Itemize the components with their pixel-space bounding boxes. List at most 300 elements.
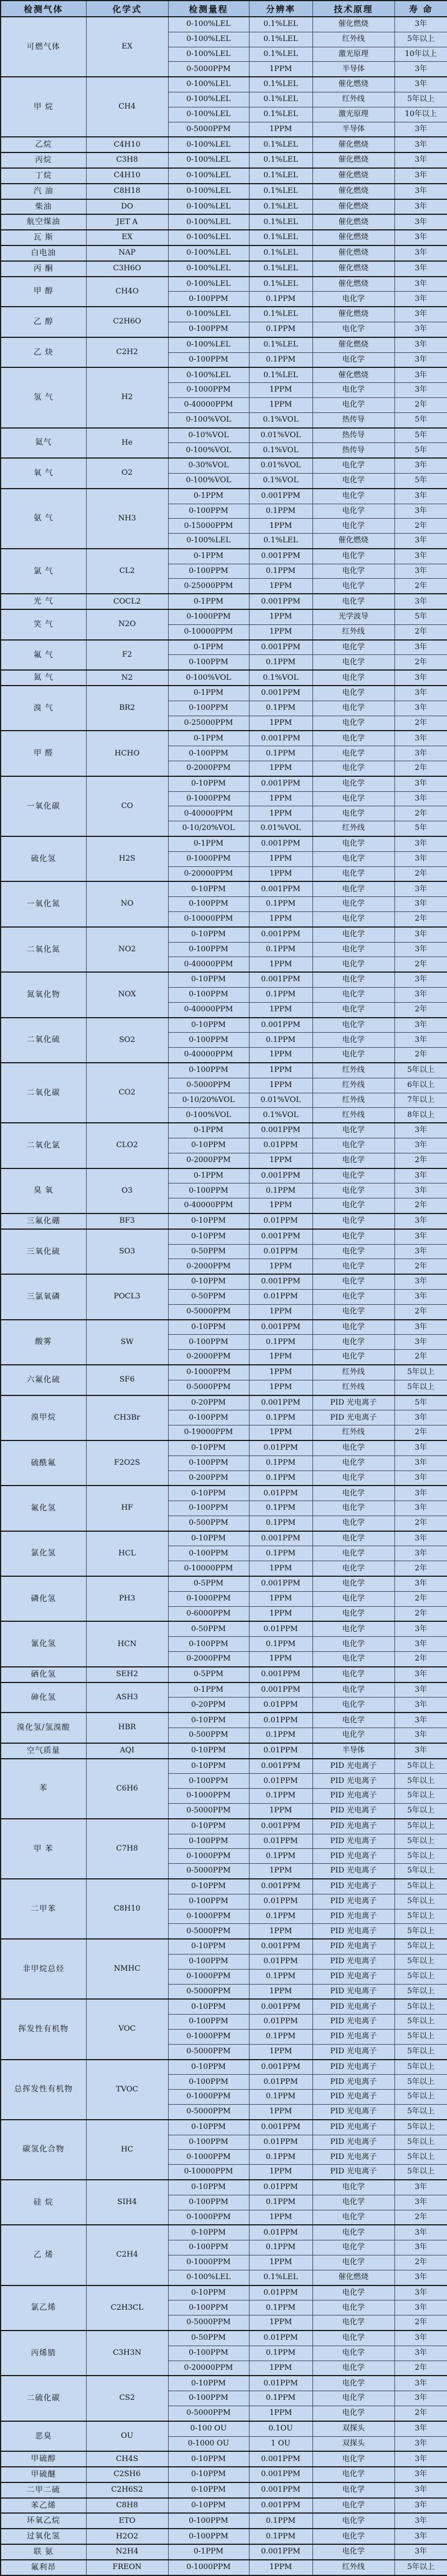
life-cell: 3年 — [394, 1471, 447, 1486]
resolution-cell: 0.1PPM — [249, 1969, 312, 1984]
resolution-cell: 0.001PPM — [249, 881, 312, 896]
formula-cell: HCL — [86, 1531, 168, 1576]
resolution-cell: 0.01PPM — [249, 1244, 312, 1259]
life-cell: 2年 — [394, 1606, 447, 1621]
principle-cell: 红外线 — [312, 1063, 394, 1078]
principle-cell: 半导体 — [312, 1743, 394, 1759]
resolution-cell: 0.01PPM — [249, 2180, 312, 2195]
principle-cell: 催化燃烧 — [312, 337, 394, 352]
table-row — [1, 245, 447, 261]
formula-cell: H2S — [86, 836, 168, 881]
table-row — [1, 337, 447, 352]
formula-cell: TVOC — [86, 2060, 168, 2120]
resolution-cell: 0.1PPM — [249, 746, 312, 761]
table-row — [1, 1395, 447, 1410]
resolution-cell: 1PPM — [249, 2361, 312, 2376]
life-cell: 2年 — [394, 1048, 447, 1063]
range-cell: 0-100PPM — [168, 1033, 249, 1048]
life-cell: 5年以上 — [394, 1984, 447, 1999]
resolution-cell: 0.1PPM — [249, 988, 312, 1003]
resolution-cell: 0.1%LEL — [249, 261, 312, 277]
resolution-cell: 1PPM — [249, 1002, 312, 1017]
principle-cell: 电化学 — [312, 549, 394, 564]
gas-name-cell: 氯化氢 — [1, 1531, 86, 1576]
resolution-cell: 1PPM — [249, 2406, 312, 2421]
principle-cell: 电化学 — [312, 1637, 394, 1652]
life-cell: 5年以上 — [394, 32, 447, 47]
range-cell: 0-1000PPM — [168, 2150, 249, 2165]
principle-cell: PID 光电离子 — [312, 2015, 394, 2030]
life-cell: 3年 — [394, 2513, 447, 2529]
resolution-cell: 1PPM — [249, 957, 312, 972]
formula-cell: He — [86, 428, 168, 459]
formula-cell: CLO2 — [86, 1123, 168, 1168]
principle-cell: 电化学 — [312, 957, 394, 972]
range-cell: 0-100%VOL — [168, 412, 249, 427]
life-cell: 3年 — [394, 383, 447, 398]
gas-name-cell: 光 气 — [1, 594, 86, 609]
resolution-cell: 1PPM — [249, 2210, 312, 2225]
principle-cell: PID 光电离子 — [312, 1939, 394, 1954]
resolution-cell: 0.001PPM — [249, 1229, 312, 1244]
resolution-cell: 1PPM — [249, 1350, 312, 1365]
principle-cell: 催化燃烧 — [312, 199, 394, 215]
range-cell: 0-100%LEL — [168, 534, 249, 549]
life-cell: 5年以上 — [394, 2135, 447, 2150]
range-cell: 0-100PPM — [168, 2346, 249, 2361]
formula-cell: C2H2 — [86, 337, 168, 368]
formula-cell: HCHO — [86, 731, 168, 776]
formula-cell: NO2 — [86, 927, 168, 972]
range-cell: 0-30%VOL — [168, 458, 249, 473]
range-cell: 0-5000PPM — [168, 122, 249, 137]
column-header-formula: 化学式 — [86, 1, 168, 17]
life-cell: 2年 — [394, 1153, 447, 1168]
principle-cell: 电化学 — [312, 1561, 394, 1576]
resolution-cell: 0.001PPM — [249, 1999, 312, 2014]
range-cell: 0-5000PPM — [168, 1984, 249, 1999]
range-cell: 0-1000PPM — [168, 1591, 249, 1606]
column-header-principle: 技术原理 — [312, 1, 394, 17]
life-cell: 3年 — [394, 122, 447, 137]
resolution-cell: 0.1PPM — [249, 2090, 312, 2105]
range-cell: 0-10PPM — [168, 927, 249, 942]
resolution-cell: 0.1%LEL — [249, 17, 312, 32]
resolution-cell: 0.1PPM — [249, 897, 312, 912]
principle-cell: 电化学 — [312, 1455, 394, 1471]
principle-cell: PID 光电离子 — [312, 2075, 394, 2090]
range-cell: 0-100PPM — [168, 564, 249, 579]
gas-name-cell: 白电油 — [1, 245, 86, 261]
range-cell: 0-1PPM — [168, 836, 249, 851]
life-cell: 3年 — [394, 881, 447, 896]
gas-name-cell: 苯 — [1, 1759, 86, 1819]
principle-cell: 电化学 — [312, 1486, 394, 1501]
range-cell: 0-10PPM — [168, 2060, 249, 2075]
gas-name-cell: 氮 气 — [1, 670, 86, 686]
life-cell: 3年 — [394, 1743, 447, 1759]
formula-cell: C4H10 — [86, 168, 168, 184]
life-cell: 3年 — [394, 2346, 447, 2361]
table-row — [1, 2451, 447, 2467]
range-cell: 0-5000PPM — [168, 1924, 249, 1939]
table-row — [1, 17, 447, 32]
principle-cell: 双探头 — [312, 2436, 394, 2451]
life-cell: 3年 — [394, 1335, 447, 1350]
range-cell: 0-10PPM — [168, 2376, 249, 2391]
principle-cell: PID 光电离子 — [312, 1955, 394, 1970]
principle-cell: 双探头 — [312, 2421, 394, 2436]
range-cell: 0-10PPM — [168, 1939, 249, 1954]
range-cell: 0-100%VOL — [168, 670, 249, 686]
life-cell: 3年 — [394, 1667, 447, 1682]
range-cell: 0-1PPM — [168, 594, 249, 609]
gas-name-cell: 六氟化硫 — [1, 1365, 86, 1395]
range-cell: 0-50PPM — [168, 1244, 249, 1259]
life-cell: 3年 — [394, 2300, 447, 2316]
gas-name-cell: 氟 气 — [1, 640, 86, 671]
resolution-cell: 1PPM — [249, 2104, 312, 2119]
principle-cell: PID 光电离子 — [312, 1759, 394, 1774]
resolution-cell: 0.001PPM — [249, 549, 312, 564]
range-cell: 0-10PPM — [168, 1440, 249, 1455]
resolution-cell: 1PPM — [249, 1048, 312, 1063]
life-cell: 5年以上 — [394, 1759, 447, 1774]
table-row — [1, 1213, 447, 1229]
range-cell: 0-5000PPM — [168, 1078, 249, 1093]
resolution-cell: 0.001PPM — [249, 972, 312, 987]
life-cell: 5年 — [394, 443, 447, 458]
gas-name-cell: 氢 气 — [1, 367, 86, 427]
formula-cell: OU — [86, 2421, 168, 2452]
range-cell: 0-100PPM — [168, 2075, 249, 2090]
life-cell: 3年 — [394, 2240, 447, 2255]
resolution-cell: 1PPM — [249, 519, 312, 534]
range-cell: 0-100%LEL — [168, 199, 249, 215]
principle-cell: 半导体 — [312, 122, 394, 137]
resolution-cell: 0.01PPM — [249, 1621, 312, 1636]
table-row — [1, 2498, 447, 2514]
life-cell: 3年 — [394, 2544, 447, 2560]
gas-name-cell: 恶臭 — [1, 2421, 86, 2452]
gas-name-cell: 二甲苯 — [1, 1879, 86, 1939]
gas-name-cell: 丙 酮 — [1, 261, 86, 277]
principle-cell: 红外线 — [312, 1425, 394, 1440]
resolution-cell: 0.001PPM — [249, 731, 312, 746]
gas-name-cell: 溴 气 — [1, 686, 86, 731]
table-row — [1, 367, 447, 382]
life-cell: 5年以上 — [394, 1819, 447, 1834]
life-cell: 5年以上 — [394, 1909, 447, 1924]
formula-cell: SEH2 — [86, 1667, 168, 1682]
range-cell: 0-100%LEL — [168, 337, 249, 352]
table-row — [1, 230, 447, 245]
formula-cell: BR2 — [86, 686, 168, 731]
gas-name-cell: 三氧化硫 — [1, 1229, 86, 1274]
principle-cell: PID 光电离子 — [312, 1410, 394, 1425]
life-cell: 3年 — [394, 851, 447, 866]
range-cell: 0-2000PPM — [168, 1350, 249, 1365]
range-cell: 0-1PPM — [168, 1168, 249, 1183]
life-cell: 3年 — [394, 1621, 447, 1636]
gas-name-cell: 苯乙烯 — [1, 2498, 86, 2514]
range-cell: 0-5PPM — [168, 1576, 249, 1591]
life-cell: 3年 — [394, 1183, 447, 1198]
principle-cell: 电化学 — [312, 2316, 394, 2331]
principle-cell: 电化学 — [312, 594, 394, 609]
resolution-cell: 0.1PPM — [249, 292, 312, 307]
range-cell: 0-100PPM — [168, 1063, 249, 1078]
table-row — [1, 1743, 447, 1759]
range-cell: 0-50PPM — [168, 2331, 249, 2346]
resolution-cell: 0.001PPM — [249, 1395, 312, 1410]
range-cell: 0-10PPM — [168, 972, 249, 987]
range-cell: 0-1000PPM — [168, 2210, 249, 2225]
principle-cell: 电化学 — [312, 1471, 394, 1486]
life-cell: 3年 — [394, 1123, 447, 1138]
principle-cell: 红外线 — [312, 1093, 394, 1108]
range-cell: 0-100%LEL — [168, 137, 249, 152]
gas-name-cell: 非甲烷总烃 — [1, 1939, 86, 1999]
formula-cell: F2 — [86, 640, 168, 671]
range-cell: 0-1PPM — [168, 549, 249, 564]
resolution-cell: 1PPM — [249, 1924, 312, 1939]
gas-name-cell: 联 氨 — [1, 2544, 86, 2560]
resolution-cell: 0.1PPM — [249, 1849, 312, 1864]
life-cell: 2年 — [394, 1350, 447, 1365]
resolution-cell: 0.1%LEL — [249, 307, 312, 322]
resolution-cell: 0.1%LEL — [249, 92, 312, 107]
range-cell: 0-5000PPM — [168, 2406, 249, 2421]
resolution-cell: 0.01PPM — [249, 1834, 312, 1849]
range-cell: 0-10/20%VOL — [168, 821, 249, 836]
life-cell: 5年以上 — [394, 2560, 447, 2575]
resolution-cell: 0.1%LEL — [249, 214, 312, 230]
table-row — [1, 184, 447, 199]
principle-cell: 电化学 — [312, 1274, 394, 1289]
resolution-cell: 1PPM — [249, 2165, 312, 2180]
range-cell: 0-10PPM — [168, 1879, 249, 1894]
range-cell: 0-1000PPM — [168, 2090, 249, 2105]
table-row — [1, 594, 447, 609]
range-cell: 0-100PPM — [168, 1774, 249, 1789]
resolution-cell: 0.1%VOL — [249, 473, 312, 488]
range-cell: 0-100%LEL — [168, 184, 249, 199]
principle-cell: 电化学 — [312, 519, 394, 534]
life-cell: 3年 — [394, 1501, 447, 1516]
principle-cell: 电化学 — [312, 2285, 394, 2300]
principle-cell: 电化学 — [312, 1531, 394, 1546]
formula-cell: EX — [86, 230, 168, 245]
principle-cell: 电化学 — [312, 1652, 394, 1667]
formula-cell: POCL3 — [86, 1274, 168, 1319]
range-cell: 0-20000PPM — [168, 2361, 249, 2376]
range-cell: 0-20PPM — [168, 1698, 249, 1713]
resolution-cell: 0.1PPM — [249, 1183, 312, 1198]
principle-cell: 催化燃烧 — [312, 534, 394, 549]
principle-cell: 红外线 — [312, 1108, 394, 1123]
principle-cell: 电化学 — [312, 806, 394, 821]
resolution-cell: 0.001PPM — [249, 1939, 312, 1954]
principle-cell: 热传导 — [312, 443, 394, 458]
formula-cell: ETO — [86, 2513, 168, 2529]
principle-cell: 电化学 — [312, 1183, 394, 1198]
life-cell: 2年 — [394, 1002, 447, 1017]
formula-cell: F2O2S — [86, 1440, 168, 1486]
resolution-cell: 0.01%VOL — [249, 458, 312, 473]
range-cell: 0-100%LEL — [168, 77, 249, 92]
resolution-cell: 0.1PPM — [249, 1033, 312, 1048]
resolution-cell: 0.1PPM — [249, 1455, 312, 1471]
principle-cell: PID 光电离子 — [312, 1395, 394, 1410]
table-row — [1, 640, 447, 655]
life-cell: 2年 — [394, 1198, 447, 1213]
gas-name-cell: 氟利昂 — [1, 2560, 86, 2575]
resolution-cell: 0.001PPM — [249, 1759, 312, 1774]
principle-cell: 电化学 — [312, 1728, 394, 1743]
gas-name-cell: 丙烷 — [1, 152, 86, 168]
range-cell: 0-100PPM — [168, 1335, 249, 1350]
resolution-cell: 0.001PPM — [249, 836, 312, 851]
range-cell: 0-10PPM — [168, 2482, 249, 2498]
life-cell: 5年以上 — [394, 2150, 447, 2165]
formula-cell: N2O — [86, 609, 168, 640]
principle-cell: 电化学 — [312, 504, 394, 519]
gas-name-cell: 氦气 — [1, 428, 86, 459]
range-cell: 0-1000PPM — [168, 2029, 249, 2044]
resolution-cell: 0.001PPM — [249, 1667, 312, 1682]
principle-cell: 电化学 — [312, 972, 394, 987]
formula-cell: C3H6O — [86, 261, 168, 277]
principle-cell: 电化学 — [312, 1682, 394, 1698]
resolution-cell: 0.1PPM — [249, 2240, 312, 2255]
formula-cell: H2 — [86, 367, 168, 427]
resolution-cell: 0.01%VOL — [249, 1093, 312, 1108]
resolution-cell: 0.001PPM — [249, 1879, 312, 1894]
principle-cell: PID 光电离子 — [312, 2120, 394, 2135]
life-cell: 2年 — [394, 1425, 447, 1440]
formula-cell: N2H4 — [86, 2544, 168, 2560]
resolution-cell: 0.01PPM — [249, 1955, 312, 1970]
principle-cell: 电化学 — [312, 1002, 394, 1017]
life-cell: 3年 — [394, 2225, 447, 2240]
resolution-cell: 0.001PPM — [249, 2498, 312, 2514]
life-cell: 5年以上 — [394, 2090, 447, 2105]
principle-cell: 电化学 — [312, 1304, 394, 1319]
life-cell: 5年以上 — [394, 1804, 447, 1819]
table-row — [1, 277, 447, 292]
gas-name-cell: 氧 气 — [1, 458, 86, 489]
resolution-cell: 1PPM — [249, 122, 312, 137]
principle-cell: PID 光电离子 — [312, 1804, 394, 1819]
principle-cell: 电化学 — [312, 2346, 394, 2361]
gas-name-cell: 溴甲烷 — [1, 1395, 86, 1440]
table-row — [1, 2180, 447, 2195]
gas-name-cell: 乙 炔 — [1, 337, 86, 368]
principle-cell: PID 光电离子 — [312, 1774, 394, 1789]
formula-cell: C6H6 — [86, 1759, 168, 1819]
resolution-cell: 0.001PPM — [249, 776, 312, 791]
table-row — [1, 1621, 447, 1636]
resolution-cell: 0.1PPM — [249, 1728, 312, 1743]
range-cell: 0-10PPM — [168, 1018, 249, 1033]
principle-cell: 电化学 — [312, 1168, 394, 1183]
resolution-cell: 1PPM — [249, 1804, 312, 1819]
range-cell: 0-100%LEL — [168, 17, 249, 32]
range-cell: 0-10000PPM — [168, 912, 249, 927]
principle-cell: 电化学 — [312, 1350, 394, 1365]
resolution-cell: 0.001PPM — [249, 1123, 312, 1138]
formula-cell: CL2 — [86, 549, 168, 594]
principle-cell: 催化燃烧 — [312, 277, 394, 292]
formula-cell: H2O2 — [86, 2529, 168, 2544]
principle-cell: 电化学 — [312, 866, 394, 881]
gas-name-cell: 硫酰氟 — [1, 1440, 86, 1486]
range-cell: 0-5000PPM — [168, 1304, 249, 1319]
formula-cell: PH3 — [86, 1576, 168, 1621]
gas-name-cell: 航空煤油 — [1, 214, 86, 230]
gas-name-cell: 笑 气 — [1, 609, 86, 640]
range-cell: 0-10PPM — [168, 1486, 249, 1501]
formula-cell: NH3 — [86, 489, 168, 549]
principle-cell: PID 光电离子 — [312, 1969, 394, 1984]
formula-cell: C8H10 — [86, 1879, 168, 1939]
life-cell: 3年 — [394, 776, 447, 791]
principle-cell: 电化学 — [312, 2513, 394, 2529]
principle-cell: 激光原理 — [312, 47, 394, 62]
resolution-cell: 0.001PPM — [249, 640, 312, 655]
principle-cell: 电化学 — [312, 670, 394, 686]
table-row — [1, 670, 447, 686]
table-row — [1, 1486, 447, 1501]
resolution-cell: 0.01%VOL — [249, 428, 312, 443]
table-row — [1, 1018, 447, 1033]
life-cell: 3年 — [394, 2180, 447, 2195]
life-cell: 2年 — [394, 1259, 447, 1274]
range-cell: 0-100PPM — [168, 504, 249, 519]
range-cell: 0-1000PPM — [168, 1969, 249, 1984]
range-cell: 0-5000PPM — [168, 2104, 249, 2119]
gas-name-cell: 二硫化碳 — [1, 2376, 86, 2421]
table-row — [1, 2120, 447, 2135]
resolution-cell: 0.1PPM — [249, 1471, 312, 1486]
range-cell: 0-5PPM — [168, 1667, 249, 1682]
resolution-cell: 1PPM — [249, 1380, 312, 1395]
principle-cell: 电化学 — [312, 761, 394, 776]
principle-cell: 电化学 — [312, 1018, 394, 1033]
gas-name-cell: 甲 烷 — [1, 77, 86, 137]
resolution-cell: 0.01%VOL — [249, 821, 312, 836]
range-cell: 0-100%LEL — [168, 367, 249, 382]
principle-cell: PID 光电离子 — [312, 1819, 394, 1834]
range-cell: 0-500PPM — [168, 1516, 249, 1531]
resolution-cell: 0.001PPM — [249, 594, 312, 609]
resolution-cell: 0.1%LEL — [249, 245, 312, 261]
life-cell: 2年 — [394, 2255, 447, 2270]
life-cell: 3年 — [394, 261, 447, 277]
life-cell: 5年以上 — [394, 1834, 447, 1849]
range-cell: 0-100PPM — [168, 1637, 249, 1652]
principle-cell: 电化学 — [312, 851, 394, 866]
principle-cell: 电化学 — [312, 2240, 394, 2255]
life-cell: 3年 — [394, 214, 447, 230]
resolution-cell: 1PPM — [249, 716, 312, 731]
table-row — [1, 2467, 447, 2482]
gas-name-cell: 可燃气体 — [1, 17, 86, 77]
gas-name-cell: 酸雾 — [1, 1320, 86, 1365]
table-row — [1, 2544, 447, 2560]
gas-name-cell: 二氧化硫 — [1, 1018, 86, 1063]
